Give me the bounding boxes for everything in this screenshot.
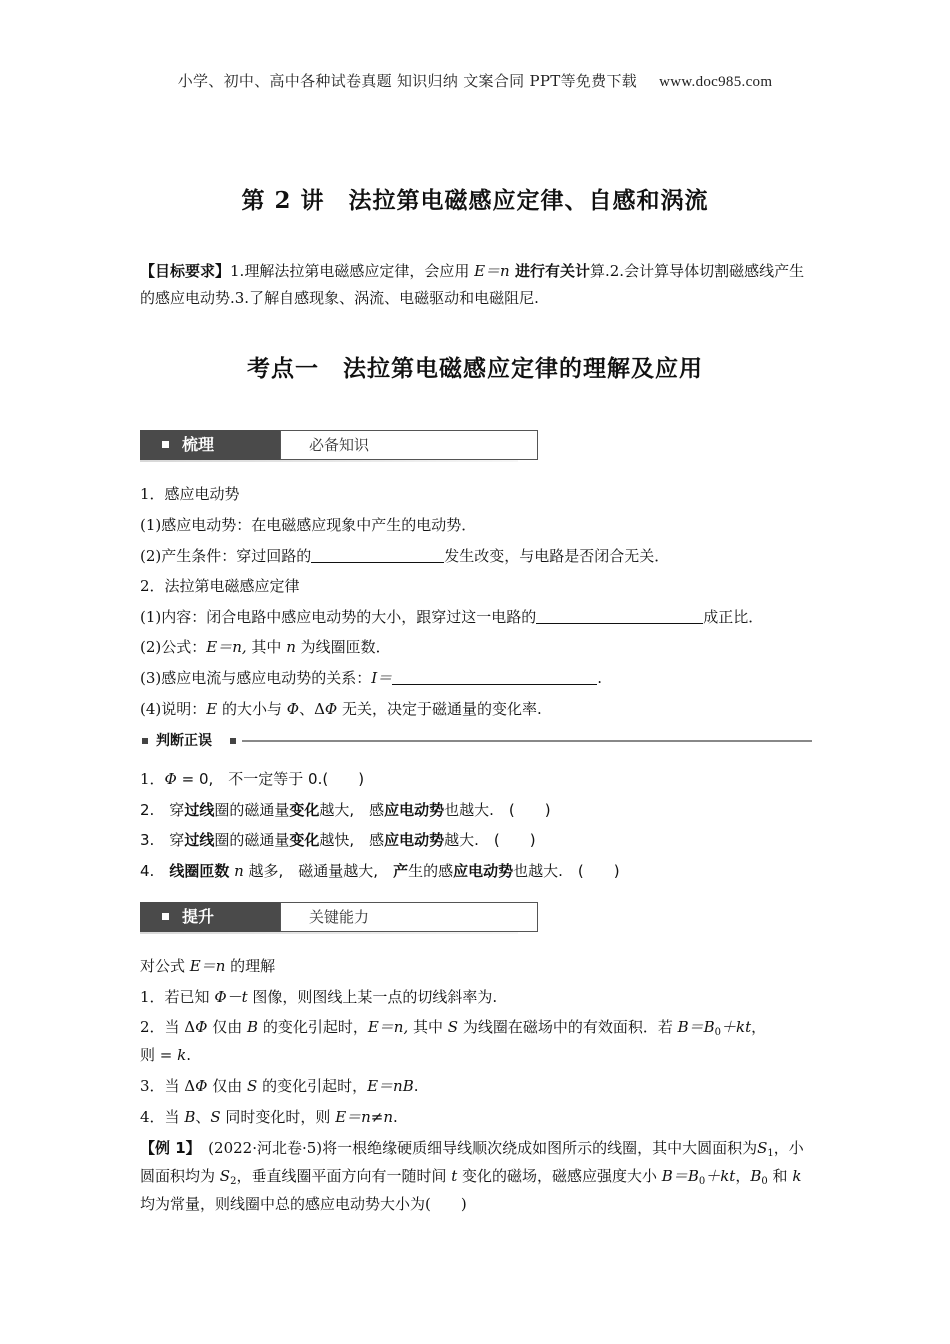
knowledge-line-7 — [140, 668, 602, 688]
example-text-7: 和 — [767, 1167, 793, 1185]
ability-2b: 仅由 — [207, 1018, 248, 1036]
judge-4d: 产 — [393, 862, 409, 880]
knowledge-line-3b: 发生改变，与电路是否闭合无关． — [444, 547, 670, 565]
knowledge-line-6c: 为线圈匝数． — [295, 638, 391, 656]
subscript: 0 — [714, 1027, 722, 1038]
judge-label: 判断正误 — [156, 733, 212, 749]
variable-s1: S — [757, 1139, 768, 1157]
formula: E＝n≠n — [335, 1108, 394, 1126]
knowledge-line-3a: (2)产生条件：穿过回路的 — [140, 547, 312, 565]
ability-heading-a: 对公式 — [140, 957, 190, 975]
subscript: 0 — [698, 1176, 706, 1187]
answer-blank[interactable] — [392, 670, 597, 685]
knowledge-line-6a: (2)公式： — [140, 638, 207, 656]
subscript: 1 — [767, 1148, 774, 1159]
knowledge-line-5 — [140, 607, 763, 627]
subscript: 2 — [230, 1176, 237, 1187]
judge-2b: 过线 — [184, 801, 215, 819]
judge-2g: 也越大. ( ) — [444, 801, 551, 819]
variable-phi: Φ — [164, 770, 177, 788]
header-site[interactable]: www.doc985.com — [659, 74, 773, 90]
variable-n: n — [229, 862, 249, 880]
knowledge-line-2: (1)感应电动势：在电磁感应现象中产生的电动势． — [140, 516, 477, 534]
goal-formula: E＝n — [474, 262, 510, 280]
formula: B＝B — [677, 1018, 715, 1036]
judge-divider — [140, 732, 812, 752]
ability-heading — [140, 952, 812, 980]
variable-phi: Φ — [195, 1077, 208, 1095]
formula: I＝ — [371, 669, 393, 687]
example-text-4: 变化的磁场，磁感应强度大小 — [457, 1167, 662, 1185]
example-text-6: ， — [735, 1167, 751, 1185]
variable-s: S — [210, 1108, 221, 1126]
ability-item-2 — [140, 1013, 812, 1069]
square-icon — [142, 738, 148, 744]
ability-3c: 的变化引起时， — [257, 1077, 368, 1095]
knowledge-line-6b: 其中 — [246, 638, 287, 656]
goal-text-4: 算.2.会计算导体切割磁感线产生的感应电动势.3.了解自感现象、涡流、电磁驱动和电磁阻尼. — [140, 262, 805, 307]
goal-text-1: 1.理解法拉第电磁感应定律，会应用 — [230, 262, 475, 280]
knowledge-line-5b: 成正比． — [703, 608, 764, 626]
knowledge-line-8c: 、Δ — [299, 700, 325, 718]
header-note-text: 小学、初中、高中各种试卷真题 知识归纳 文案合同 PPT等免费下载 — [177, 72, 638, 90]
ability-3d: . — [413, 1077, 419, 1095]
variable-s2: S — [219, 1167, 231, 1185]
judge-2f: 应电动势 — [384, 801, 445, 819]
example-text-2: ，小圆面积均为 — [140, 1139, 804, 1185]
ability-heading-b: 的理解 — [225, 957, 276, 975]
goal-label: 【目标要求】 — [140, 262, 231, 280]
formula: E＝n — [189, 957, 226, 975]
ability-2c: 的变化引起时， — [258, 1018, 368, 1036]
ability-2e: 为线圈在磁场中的有效面积．若 — [458, 1018, 678, 1036]
lecture-title: 第 2 讲 法拉第电磁感应定律、自感和涡流 — [241, 187, 709, 214]
judge-4a: 4. — [140, 862, 170, 880]
judge-item-1 — [140, 769, 364, 789]
judge-4b: 线圈匝数 — [169, 862, 230, 880]
example-text-1: (2022·河北卷·5)将一根绝缘硬质细导线顺次绕成如图所示的线圈，其中大圆面积为 — [193, 1139, 758, 1157]
variable-b: B — [184, 1108, 196, 1126]
variable-b: B — [247, 1018, 259, 1036]
knowledge-line-4: 2．法拉第电磁感应定律 — [140, 577, 300, 595]
variable-n: n — [286, 638, 296, 656]
subscript: 0 — [761, 1176, 768, 1187]
knowledge-line-5a: (1)内容：闭合电路中感应电动势的大小，跟穿过这一电路的 — [140, 608, 537, 626]
formula: E＝n, — [367, 1018, 409, 1036]
answer-blank[interactable] — [311, 548, 444, 563]
banner-ability-label: 提升 — [182, 907, 215, 926]
ability-1b: 图像，则图线上某一点的切线斜率为. — [247, 988, 498, 1006]
judge-3f: 应电动势 — [384, 831, 445, 849]
judge-3g: 越大. ( ) — [444, 831, 536, 849]
variable-s: S — [447, 1018, 459, 1036]
judge-4f: 应电动势 — [453, 862, 514, 880]
header-note — [0, 70, 950, 91]
banner-review-dark — [140, 430, 280, 460]
judge-3c: 圈的磁通量 — [214, 831, 290, 849]
goal-text-2: 进行有 — [509, 262, 560, 280]
ability-4b: 、 — [195, 1108, 211, 1126]
ability-4a: 4．当 — [140, 1108, 185, 1126]
variable-b0: B — [750, 1167, 762, 1185]
banner-review-sub: 必备知识 — [280, 430, 538, 460]
judge-4c: 越多, 磁通量越大, — [248, 862, 394, 880]
formula: B＝B — [661, 1167, 699, 1185]
ability-4d: . — [393, 1108, 398, 1126]
knowledge-line-8b: 的大小与 — [217, 700, 287, 718]
banner-review-label: 梳理 — [182, 435, 215, 454]
knowledge-line-1: 1．感应电动势 — [140, 485, 240, 503]
judge-2c: 圈的磁通量 — [214, 801, 290, 819]
variable-e: E — [206, 700, 218, 718]
variable-k: k — [792, 1167, 802, 1185]
answer-blank[interactable] — [536, 609, 703, 624]
ability-3b: 仅由 — [207, 1077, 248, 1095]
knowledge-line-8 — [140, 699, 542, 719]
ability-item-3 — [140, 1072, 812, 1100]
judge-2d: 变化 — [289, 801, 320, 819]
divider-line — [242, 740, 812, 742]
example-text-3: ，垂直线圈平面方向有一随时间 — [236, 1167, 452, 1185]
ability-3a: 3．当 Δ — [140, 1077, 196, 1095]
ability-item-1 — [140, 983, 812, 1011]
example-text-8: 均为常量，则线圈中总的感应电动势大小为( ) — [140, 1195, 467, 1213]
banner-ability-dark — [140, 902, 280, 932]
judge-3b: 过线 — [184, 831, 215, 849]
knowledge-line-3 — [140, 546, 669, 566]
ability-2i: ， — [751, 1018, 767, 1036]
judge-2e: 越大, 感 — [319, 801, 385, 819]
formula: ＋kt — [721, 1018, 752, 1036]
ability-2a: 2．当 Δ — [140, 1018, 196, 1036]
example-label: 【例 1】 — [140, 1139, 194, 1157]
judge-3e: 越快, 感 — [319, 831, 385, 849]
judge-item-3 — [140, 830, 536, 850]
knowledge-line-7a: (3)感应电流与感应电动势的关系： — [140, 669, 372, 687]
judge-2a: 2. 穿 — [140, 801, 185, 819]
formula: E＝n, — [206, 638, 247, 656]
judge-4g: 也越大. ( ) — [513, 862, 620, 880]
knowledge-line-6 — [140, 637, 391, 657]
goal-requirements — [140, 258, 812, 312]
variable-phi: Φ — [286, 700, 300, 718]
knowledge-line-8d: 无关，决定于磁通量的变化率. — [337, 700, 542, 718]
ability-4c: 同时变化时，则 — [220, 1108, 336, 1126]
judge-3d: 变化 — [289, 831, 320, 849]
variable-s: S — [247, 1077, 258, 1095]
judge-1a: 1． — [140, 770, 165, 788]
ability-2d: 其中 — [408, 1018, 448, 1036]
formula: E＝nB — [367, 1077, 414, 1095]
square-icon — [230, 738, 236, 744]
variable-phi: Φ — [324, 700, 338, 718]
judge-item-4 — [140, 861, 620, 881]
ability-2j: 则 = — [140, 1046, 178, 1064]
banner-ability — [140, 902, 518, 934]
square-icon — [162, 441, 169, 448]
example-1 — [140, 1134, 812, 1218]
goal-text-3: 关计 — [559, 262, 590, 280]
point-title: 考点一 法拉第电磁感应定律的理解及应用 — [247, 355, 703, 382]
knowledge-line-8a: (4)说明： — [140, 700, 207, 718]
square-icon — [162, 913, 169, 920]
judge-item-2 — [140, 800, 551, 820]
variable-t: t — [451, 1167, 458, 1185]
ability-2l: . — [186, 1046, 191, 1064]
variable-phi: Φ — [195, 1018, 208, 1036]
ability-1a: 1．若已知 — [140, 988, 215, 1006]
judge-4e: 生的感 — [408, 862, 454, 880]
formula: Φ－t — [214, 988, 248, 1006]
banner-ability-sub: 关键能力 — [280, 902, 538, 932]
variable-k: k — [177, 1046, 187, 1064]
banner-review — [140, 430, 518, 462]
judge-1b: = 0, 不一定等于 0.( ) — [176, 770, 365, 788]
knowledge-line-7b: . — [597, 669, 602, 687]
formula: ＋kt — [705, 1167, 736, 1185]
judge-3a: 3. 穿 — [140, 831, 185, 849]
ability-item-4 — [140, 1103, 812, 1131]
